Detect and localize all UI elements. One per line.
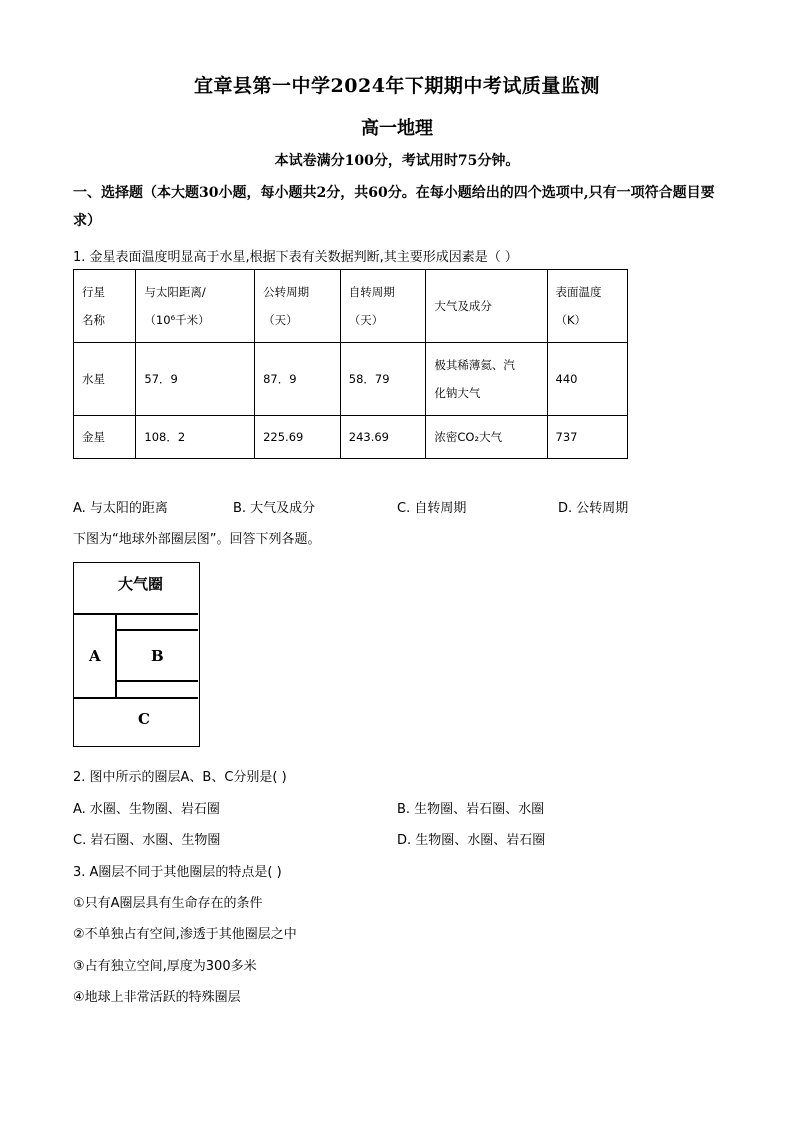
table-cell: 水星	[74, 343, 136, 416]
table-cell: 金星	[74, 416, 136, 459]
table-header-cell: 与太阳距离/ （10⁶千米）	[136, 270, 255, 343]
diagram-divider	[115, 613, 117, 698]
q2-option-b: B. 生物圈、岩石圈、水圈	[397, 802, 545, 817]
diagram-divider	[74, 613, 198, 615]
page-title: 宜章县第一中学2024年下期期中考试质量监测	[194, 75, 600, 97]
q1-option-c: C. 自转周期	[397, 501, 467, 516]
q2-option-c: C. 岩石圈、水圈、生物圈	[73, 833, 221, 848]
table-cell: 极其稀薄氦、汽 化钠大气	[426, 343, 547, 416]
section-heading: 一、选择题（本大题30小题，每小题共2分，共60分。在每小题给出的四个选项中,只有一项符合题目要求）	[73, 185, 715, 229]
table-cell: 440	[547, 343, 627, 416]
earth-spheres-diagram	[73, 562, 200, 747]
q3-statement-4: ④地球上非常活跃的特殊圈层	[73, 990, 241, 1005]
q2-option-d: D. 生物圈、水圈、岩石圈	[397, 833, 546, 848]
table-header-row	[74, 270, 628, 343]
table-header-cell: 行星 名称	[74, 270, 136, 343]
intro-text: 下图为“地球外部圈层图”。回答下列各题。	[73, 532, 321, 547]
table-cell: 57．9	[136, 343, 255, 416]
planet-data-table	[73, 269, 628, 459]
table-row	[74, 343, 628, 416]
table-header-cell: 表面温度 （K）	[547, 270, 627, 343]
question-2-stem: 2. 图中所示的圈层A、B、C分别是( )	[73, 770, 287, 785]
table-cell: 58．79	[340, 343, 426, 416]
q3-statement-3: ③占有独立空间,厚度为300多米	[73, 959, 257, 974]
sphere-label-b: B	[151, 647, 164, 665]
table-cell: 243.69	[340, 416, 426, 459]
q1-option-a: A. 与太阳的距离	[73, 501, 168, 516]
table-cell: 87．9	[255, 343, 341, 416]
table-header-cell: 大气及成分	[426, 270, 547, 343]
table-row	[74, 416, 628, 459]
sphere-label-a: A	[89, 647, 101, 665]
table-cell: 108．2	[136, 416, 255, 459]
sphere-label-c: C	[138, 710, 150, 728]
table-cell: 737	[547, 416, 627, 459]
q3-statement-2: ②不单独占有空间,渗透于其他圈层之中	[73, 927, 297, 942]
q2-option-a: A. 水圈、生物圈、岩石圈	[73, 802, 220, 817]
table-header-cell: 自转周期 （天）	[340, 270, 426, 343]
question-1-stem: 1. 金星表面温度明显高于水星,根据下表有关数据判断,其主要形成因素是（ ）	[73, 250, 518, 265]
diagram-divider	[116, 629, 198, 631]
q1-option-b: B. 大气及成分	[233, 501, 316, 516]
table-header-cell: 公转周期 （天）	[255, 270, 341, 343]
table-cell: 浓密CO₂大气	[426, 416, 547, 459]
diagram-divider	[74, 697, 198, 699]
q1-option-d: D. 公转周期	[558, 501, 629, 516]
diagram-divider	[116, 680, 198, 682]
q3-statement-1: ①只有A圈层具有生命存在的条件	[73, 896, 263, 911]
atmosphere-label: 大气圈	[118, 575, 164, 593]
exam-info: 本试卷满分100分，考试用时75分钟。	[274, 153, 520, 169]
table-cell: 225.69	[255, 416, 341, 459]
question-3-stem: 3. A圈层不同于其他圈层的特点是( )	[73, 865, 282, 880]
subject-title: 高一地理	[361, 118, 433, 139]
